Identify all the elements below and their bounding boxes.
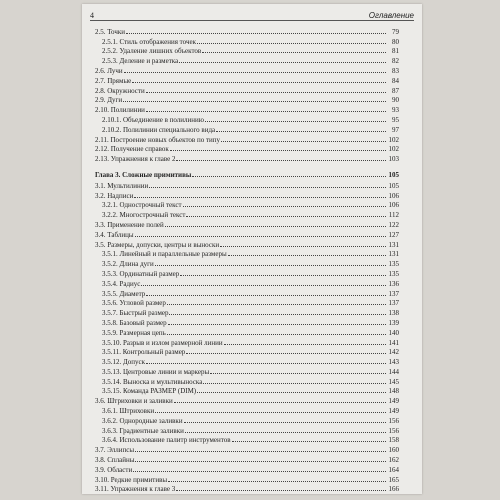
toc-entry <box>95 474 399 484</box>
dot-leader <box>167 304 386 305</box>
dot-leader <box>224 344 386 345</box>
toc-entry-page: 143 <box>388 358 399 367</box>
dot-leader <box>134 197 386 198</box>
toc-entry-page: 131 <box>388 250 399 259</box>
toc-entry-title: 3.8. Сплайны <box>95 456 135 465</box>
toc-entry <box>95 200 399 210</box>
toc-entry <box>95 249 399 259</box>
toc-entry-title: 3.3. Применение полей <box>95 220 164 229</box>
toc-entry-page: 102 <box>388 145 399 154</box>
dot-leader <box>135 451 386 452</box>
toc-entry <box>95 124 399 134</box>
toc-entry <box>95 425 399 435</box>
toc-entry <box>95 288 399 298</box>
toc-entry-page: 135 <box>388 269 399 278</box>
toc-entry-page: 156 <box>388 426 399 435</box>
dot-leader <box>232 441 386 442</box>
toc-entry-page: 90 <box>392 96 399 105</box>
dot-leader <box>169 314 386 315</box>
toc-entry-page: 156 <box>388 416 399 425</box>
toc-entry-page: 93 <box>392 106 399 115</box>
toc-entry-page: 135 <box>388 260 399 269</box>
toc-entry-title: 3.9. Области <box>95 465 133 474</box>
toc-entry-page: 165 <box>388 475 399 484</box>
page-number: 4 <box>90 11 94 20</box>
toc-entry-title: 2.5.1. Стиль отображения точек <box>102 37 196 46</box>
dot-leader <box>167 334 386 335</box>
dot-leader <box>141 285 386 286</box>
toc-entry-page: 142 <box>388 348 399 357</box>
dot-leader <box>205 121 386 122</box>
toc-entry <box>95 114 399 124</box>
toc-entry <box>95 435 399 445</box>
toc-entry <box>95 405 399 415</box>
dot-leader <box>186 216 386 217</box>
toc-entry <box>95 327 399 337</box>
running-header <box>90 8 414 21</box>
toc-entry-title: 2.5.2. Удаление лишних объектов <box>102 47 202 56</box>
toc-chapter-entry <box>95 169 399 179</box>
toc-entry <box>95 307 399 317</box>
toc-entry-page: 112 <box>388 211 399 220</box>
toc-entry-title: 3.6.2. Однородные заливки <box>102 416 183 425</box>
dot-leader <box>146 295 386 296</box>
toc-entry <box>95 376 399 386</box>
dot-leader <box>176 490 386 491</box>
toc-entry <box>95 180 399 190</box>
dot-leader <box>135 236 386 237</box>
toc-entry-title: 2.10.1. Объединение в полилинию <box>102 115 204 124</box>
toc-entry-page: 79 <box>392 27 399 36</box>
toc-entry-page: 145 <box>388 377 399 386</box>
toc-entry-page: 141 <box>388 338 399 347</box>
toc-entry <box>95 356 399 366</box>
toc-entry-title: 3.2.2. Многострочный текст <box>102 211 186 220</box>
toc-entry-title: 3.2.1. Однострочный текст <box>102 201 182 210</box>
toc-entry-page: 138 <box>388 309 399 318</box>
toc-entry-page: 81 <box>392 47 399 56</box>
toc-entry-page: 131 <box>388 240 399 249</box>
dot-leader <box>155 412 386 413</box>
dot-leader <box>123 101 386 102</box>
dot-leader <box>228 255 386 256</box>
dot-leader <box>146 363 386 364</box>
toc-entry-title: 3.5.3. Ординатный размер <box>102 269 180 278</box>
dot-leader <box>184 422 386 423</box>
toc-entry-page: 166 <box>388 485 399 494</box>
toc-entry-title: 2.9. Дуги <box>95 96 123 105</box>
dot-leader <box>146 111 386 112</box>
toc-entry-title: 2.5.3. Деление и разметка <box>102 57 179 66</box>
toc-entry-title: 3.5.12. Допуск <box>102 358 146 367</box>
toc-entry <box>95 65 399 75</box>
dot-leader <box>165 226 386 227</box>
toc-entry <box>95 278 399 288</box>
toc-entry-title: 3.5.11. Контрольный размер <box>102 348 186 357</box>
toc-entry-title: 2.11. Построение новых объектов по типу <box>95 135 221 144</box>
dot-leader <box>185 432 386 433</box>
toc-entry-page: 106 <box>388 201 399 210</box>
toc-entry <box>95 229 399 239</box>
toc-entry <box>95 26 399 36</box>
dot-leader <box>216 131 386 132</box>
toc-entry-title: 3.6.4. Использование палитр инструментов <box>102 436 231 445</box>
book-page <box>82 4 422 494</box>
dot-leader <box>186 353 386 354</box>
toc-entry-title: 3.5.15. Команда РАЗМЕР (DIM) <box>102 387 197 396</box>
toc-entry <box>95 46 399 56</box>
toc-entry-page: 137 <box>388 289 399 298</box>
toc-entry <box>95 153 399 163</box>
toc-entry-title: 3.5.1. Линейный и параллельные размеры <box>102 250 227 259</box>
toc-entry-title: 3.1. Мультилинии <box>95 181 149 190</box>
toc-entry-title: 2.5. Точки <box>95 27 125 36</box>
toc-entry <box>95 36 399 46</box>
toc-entry-page: 158 <box>388 436 399 445</box>
toc-entry <box>95 95 399 105</box>
toc-entry <box>95 317 399 327</box>
toc-entry-title: 3.5.8. Базовый размер <box>102 318 167 327</box>
table-of-contents <box>95 26 399 493</box>
toc-entry-title: 3.5.13. Центровые линии и маркеры <box>102 367 210 376</box>
toc-entry-title: 3.2. Надписи <box>95 191 134 200</box>
toc-entry-page: 105 <box>388 170 399 179</box>
toc-entry-title: Глава 3. Сложные примитивы <box>95 170 192 179</box>
toc-entry-title: 2.13. Упражнения к главе 2 <box>95 155 176 164</box>
toc-entry-page: 83 <box>392 66 399 75</box>
toc-entry-page: 149 <box>388 397 399 406</box>
toc-entry-page: 140 <box>388 328 399 337</box>
toc-entry <box>95 85 399 95</box>
toc-entry <box>95 484 399 494</box>
toc-entry-title: 3.5.6. Угловой размер <box>102 299 166 308</box>
toc-entry <box>95 395 399 405</box>
toc-entry <box>95 55 399 65</box>
toc-entry-page: 87 <box>392 86 399 95</box>
toc-entry-title: 2.10.2. Полилинии специального вида <box>102 125 216 134</box>
dot-leader <box>133 471 386 472</box>
toc-entry-page: 84 <box>392 76 399 85</box>
toc-entry-title: 3.10. Редкие примитивы <box>95 475 168 484</box>
toc-entry-page: 160 <box>388 446 399 455</box>
toc-entry-page: 127 <box>388 230 399 239</box>
dot-leader <box>220 246 386 247</box>
toc-entry-title: 3.5.10. Разрыв и излом размерной линии <box>102 338 223 347</box>
dot-leader <box>168 324 386 325</box>
toc-entry <box>95 415 399 425</box>
dot-leader <box>149 187 386 188</box>
toc-entry-page: 80 <box>392 37 399 46</box>
toc-entry <box>95 144 399 154</box>
toc-entry-page: 102 <box>388 135 399 144</box>
toc-entry-title: 3.6. Штриховки и заливки <box>95 397 173 406</box>
header-title: Оглавление <box>368 11 414 20</box>
toc-entry <box>95 454 399 464</box>
dot-leader <box>197 43 386 44</box>
toc-entry-page: 82 <box>392 57 399 66</box>
toc-entry-title: 2.12. Получение справок <box>95 145 169 154</box>
toc-entry-title: 3.5.5. Диаметр <box>102 289 146 298</box>
toc-entry-page: 97 <box>392 125 399 134</box>
toc-entry <box>95 386 399 396</box>
dot-leader <box>126 33 386 34</box>
toc-entry <box>95 219 399 229</box>
dot-leader <box>132 82 386 83</box>
toc-entry-page: 106 <box>388 191 399 200</box>
dot-leader <box>146 92 386 93</box>
toc-entry-title: 3.11. Упражнения к главе 3 <box>95 485 176 494</box>
toc-entry <box>95 464 399 474</box>
dot-leader <box>155 265 386 266</box>
toc-entry <box>95 366 399 376</box>
dot-leader <box>221 141 386 142</box>
toc-entry-page: 137 <box>388 299 399 308</box>
toc-entry-title: 3.5.7. Быстрый размер <box>102 309 169 318</box>
dot-leader <box>203 383 386 384</box>
dot-leader <box>180 275 386 276</box>
toc-entry-title: 2.10. Полилинии <box>95 106 145 115</box>
dot-leader <box>179 62 386 63</box>
dot-leader <box>183 206 386 207</box>
toc-entry <box>95 337 399 347</box>
toc-entry-title: 3.4. Таблицы <box>95 230 134 239</box>
toc-entry-page: 105 <box>388 181 399 190</box>
dot-leader <box>197 392 386 393</box>
toc-entry-page: 103 <box>388 155 399 164</box>
toc-entry <box>95 268 399 278</box>
dot-leader <box>210 373 386 374</box>
toc-entry-title: 3.7. Эллипсы <box>95 446 135 455</box>
toc-entry <box>95 209 399 219</box>
toc-entry <box>95 298 399 308</box>
toc-entry-page: 122 <box>388 220 399 229</box>
dot-leader <box>168 481 386 482</box>
toc-entry <box>95 190 399 200</box>
toc-entry <box>95 75 399 85</box>
dot-leader <box>176 160 386 161</box>
toc-entry-title: 3.5.9. Размерная цепь <box>102 328 166 337</box>
toc-entry-title: 3.5. Размеры, допуски, центры и выноски <box>95 240 220 249</box>
toc-entry-page: 139 <box>388 318 399 327</box>
dot-leader <box>170 150 386 151</box>
toc-entry-title: 2.6. Лучи <box>95 66 123 75</box>
toc-entry-page: 148 <box>388 387 399 396</box>
toc-entry-title: 3.5.4. Радиус <box>102 279 141 288</box>
dot-leader <box>124 72 386 73</box>
toc-entry-page: 164 <box>388 465 399 474</box>
toc-entry-title: 3.6.1. Штриховки <box>102 407 155 416</box>
toc-entry-title: 3.5.2. Длина дуги <box>102 260 154 269</box>
toc-entry <box>95 258 399 268</box>
toc-entry-title: 2.7. Прямые <box>95 76 132 85</box>
dot-leader <box>192 176 386 177</box>
toc-entry <box>95 444 399 454</box>
dot-leader <box>135 461 386 462</box>
toc-entry-page: 136 <box>388 279 399 288</box>
toc-entry <box>95 104 399 114</box>
toc-entry-page: 144 <box>388 367 399 376</box>
toc-entry <box>95 239 399 249</box>
toc-entry-page: 95 <box>392 115 399 124</box>
toc-entry-title: 3.5.14. Выноска и мультивыноска <box>102 377 203 386</box>
toc-entry-page: 162 <box>388 456 399 465</box>
toc-entry <box>95 347 399 357</box>
dot-leader <box>202 52 386 53</box>
toc-entry <box>95 134 399 144</box>
dot-leader <box>174 402 386 403</box>
toc-entry-title: 3.6.3. Градиентные заливки <box>102 426 184 435</box>
toc-entry-title: 2.8. Окружности <box>95 86 145 95</box>
toc-entry-page: 149 <box>388 407 399 416</box>
